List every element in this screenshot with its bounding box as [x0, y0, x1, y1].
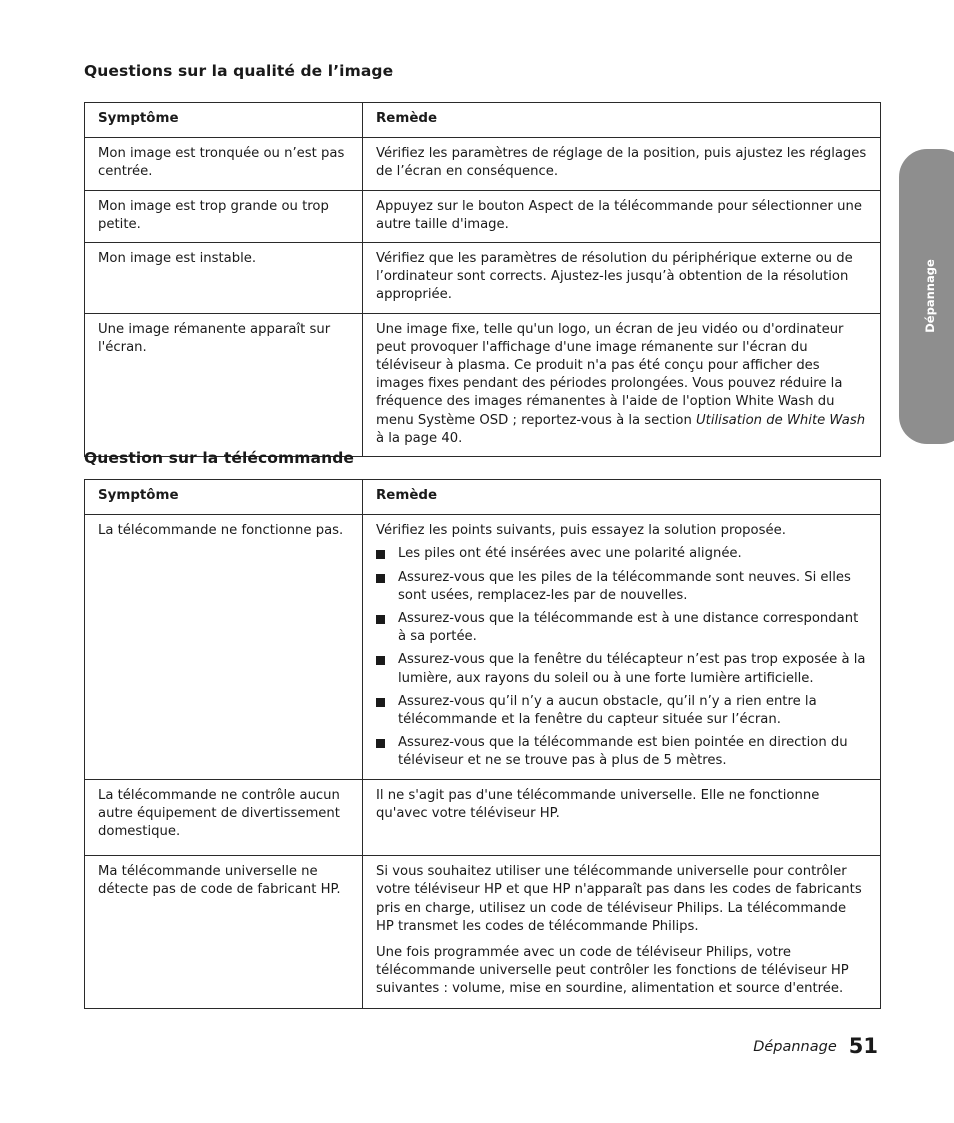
- table-row: [85, 313, 881, 456]
- square-bullet-icon: [376, 739, 385, 748]
- checklist: [376, 545, 867, 770]
- remedy-cell: Appuyez sur le bouton Aspect de la télécommande pour sélectionner une autre taille d'image.: [363, 190, 881, 242]
- remedy-header: Remède: [363, 480, 881, 515]
- remedy-cell: [363, 313, 881, 456]
- remedy-paragraph: Si vous souhaitez utiliser une télécommande universelle pour contrôler votre téléviseur HP et que HP n'apparaît pas dans les codes de fabricants pris en charge, utilisez un code de téléviseur Philips. La télécommande HP transmet les codes de télécommande Philips.: [376, 864, 862, 934]
- checklist-item: Assurez-vous que les piles de la télécommande sont neuves. Si elles sont usées, remplacez-les par de nouvelles.: [376, 569, 867, 605]
- remedy-cell: [363, 515, 881, 779]
- remedy-cell: Vérifiez que les paramètres de résolution du périphérique externe ou de l’ordinateur sont corrects. Ajustez-les jusqu’à obtention de la résolution appropriée.: [363, 243, 881, 314]
- table-row: [85, 779, 881, 856]
- remedy-cell: Vérifiez les paramètres de réglage de la position, puis ajustez les réglages de l’écran en conséquence.: [363, 138, 881, 190]
- symptom-cell: La télécommande ne contrôle aucun autre équipement de divertissement domestique.: [85, 779, 363, 856]
- square-bullet-icon: [376, 698, 385, 707]
- square-bullet-icon: [376, 615, 385, 624]
- checklist-item: Les piles ont été insérées avec une polarité alignée.: [376, 545, 867, 563]
- remote-section-title: Question sur la télécommande: [84, 449, 355, 467]
- table-header-row: [85, 103, 881, 138]
- table-row: [85, 243, 881, 314]
- square-bullet-icon: [376, 656, 385, 665]
- image-quality-table: [84, 102, 881, 457]
- table-row: [85, 856, 881, 1008]
- image-section-title: Questions sur la qualité de l’image: [84, 62, 394, 80]
- chapter-side-tab-label: Dépannage: [923, 259, 937, 333]
- table-row: [85, 515, 881, 779]
- remedy-cell: Il ne s'agit pas d'une télécommande universelle. Elle ne fonctionne qu'avec votre téléviseur HP.: [363, 779, 881, 856]
- page-reference: à la page 40.: [376, 430, 463, 446]
- table-row: [85, 190, 881, 242]
- symptom-cell: Mon image est tronquée ou n’est pas centrée.: [85, 138, 363, 190]
- symptom-cell: Mon image est instable.: [85, 243, 363, 314]
- symptom-cell: Ma télécommande universelle ne détecte pas de code de fabricant HP.: [85, 856, 363, 1008]
- checklist-item: Assurez-vous qu’il n’y a aucun obstacle, qu’il n’y a rien entre la télécommande et la fenêtre du capteur située sur l’écran.: [376, 693, 867, 729]
- remedy-text: Une image fixe, telle qu'un logo, un écran de jeu vidéo ou d'ordinateur peut provoquer l'affichage d'une image rémanente sur l'écran du téléviseur à plasma. Ce produit n'a pas été conçu pour afficher des images fixes pendant des périodes prolongées. Vous pouvez réduire la fréquence des images rémanentes à l'aide de l'option White Wash du menu Système OSD ; reportez-vous à la section: [376, 321, 844, 428]
- square-bullet-icon: [376, 574, 385, 583]
- symptom-cell: Mon image est trop grande ou trop petite.: [85, 190, 363, 242]
- symptom-header: Symptôme: [85, 480, 363, 515]
- section-reference: Utilisation de White Wash: [696, 412, 866, 428]
- footer-section-name: Dépannage: [753, 1039, 837, 1055]
- page-number: 51: [848, 1034, 878, 1058]
- checklist-item: Assurez-vous que la fenêtre du télécapteur n’est pas trop exposée à la lumière, aux rayons du soleil ou à une forte lumière artificielle.: [376, 651, 867, 687]
- checklist-item: Assurez-vous que la télécommande est à une distance correspondant à sa portée.: [376, 610, 867, 646]
- remedy-header: Remède: [363, 103, 881, 138]
- table-row: [85, 138, 881, 190]
- checklist-item: Assurez-vous que la télécommande est bien pointée en direction du téléviseur et ne se trouve pas à plus de 5 mètres.: [376, 734, 867, 770]
- remote-control-table: [84, 479, 881, 1009]
- symptom-header: Symptôme: [85, 103, 363, 138]
- table-header-row: [85, 480, 881, 515]
- symptom-cell: Une image rémanente apparaît sur l'écran.: [85, 313, 363, 456]
- square-bullet-icon: [376, 550, 385, 559]
- remedy-paragraph: Une fois programmée avec un code de téléviseur Philips, votre télécommande universelle peut contrôler les fonctions de téléviseur HP suivantes : volume, mise en sourdine, alimentation et source d'entrée.: [376, 945, 849, 997]
- remedy-intro: Vérifiez les points suivants, puis essayez la solution proposée.: [376, 523, 786, 539]
- remedy-cell: [363, 856, 881, 1008]
- symptom-cell: La télécommande ne fonctionne pas.: [85, 515, 363, 779]
- page-footer: [753, 1034, 878, 1058]
